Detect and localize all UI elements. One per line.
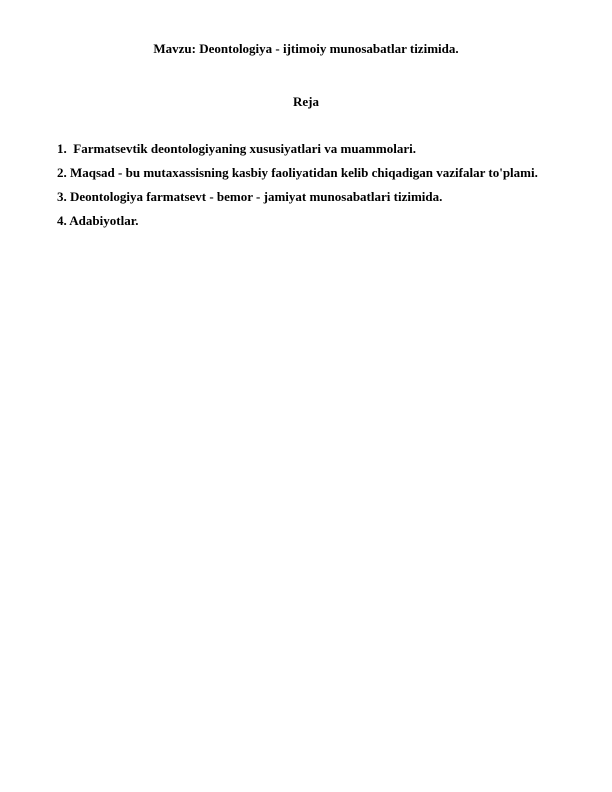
- plan-item-text: Farmatsevtik deontologiyaning xususiyatlari va muammolari.: [73, 141, 416, 156]
- plan-item-text: Adabiyotlar.: [69, 213, 139, 228]
- plan-heading: Reja: [293, 94, 319, 109]
- plan-item-number: 3.: [57, 189, 70, 204]
- plan-item-number: 2.: [57, 165, 70, 180]
- document-title: Mavzu: Deontologiya - ijtimoiy munosabatlar tizimida.: [153, 41, 459, 56]
- plan-item: [57, 137, 557, 161]
- plan-item: [57, 209, 557, 233]
- plan-item: [57, 161, 557, 185]
- plan-item-number: 1.: [57, 141, 74, 156]
- plan-item-text: Deontologiya farmatsevt - bemor - jamiyat munosabatlari tizimida.: [70, 189, 443, 204]
- plan-item-text: Maqsad - bu mutaxassisning kasbiy faoliyatidan kelib chiqadigan vazifalar to'plami.: [70, 165, 538, 180]
- plan-item-number: 4.: [57, 213, 70, 228]
- plan-item: [57, 185, 557, 209]
- plan-list: [57, 137, 557, 233]
